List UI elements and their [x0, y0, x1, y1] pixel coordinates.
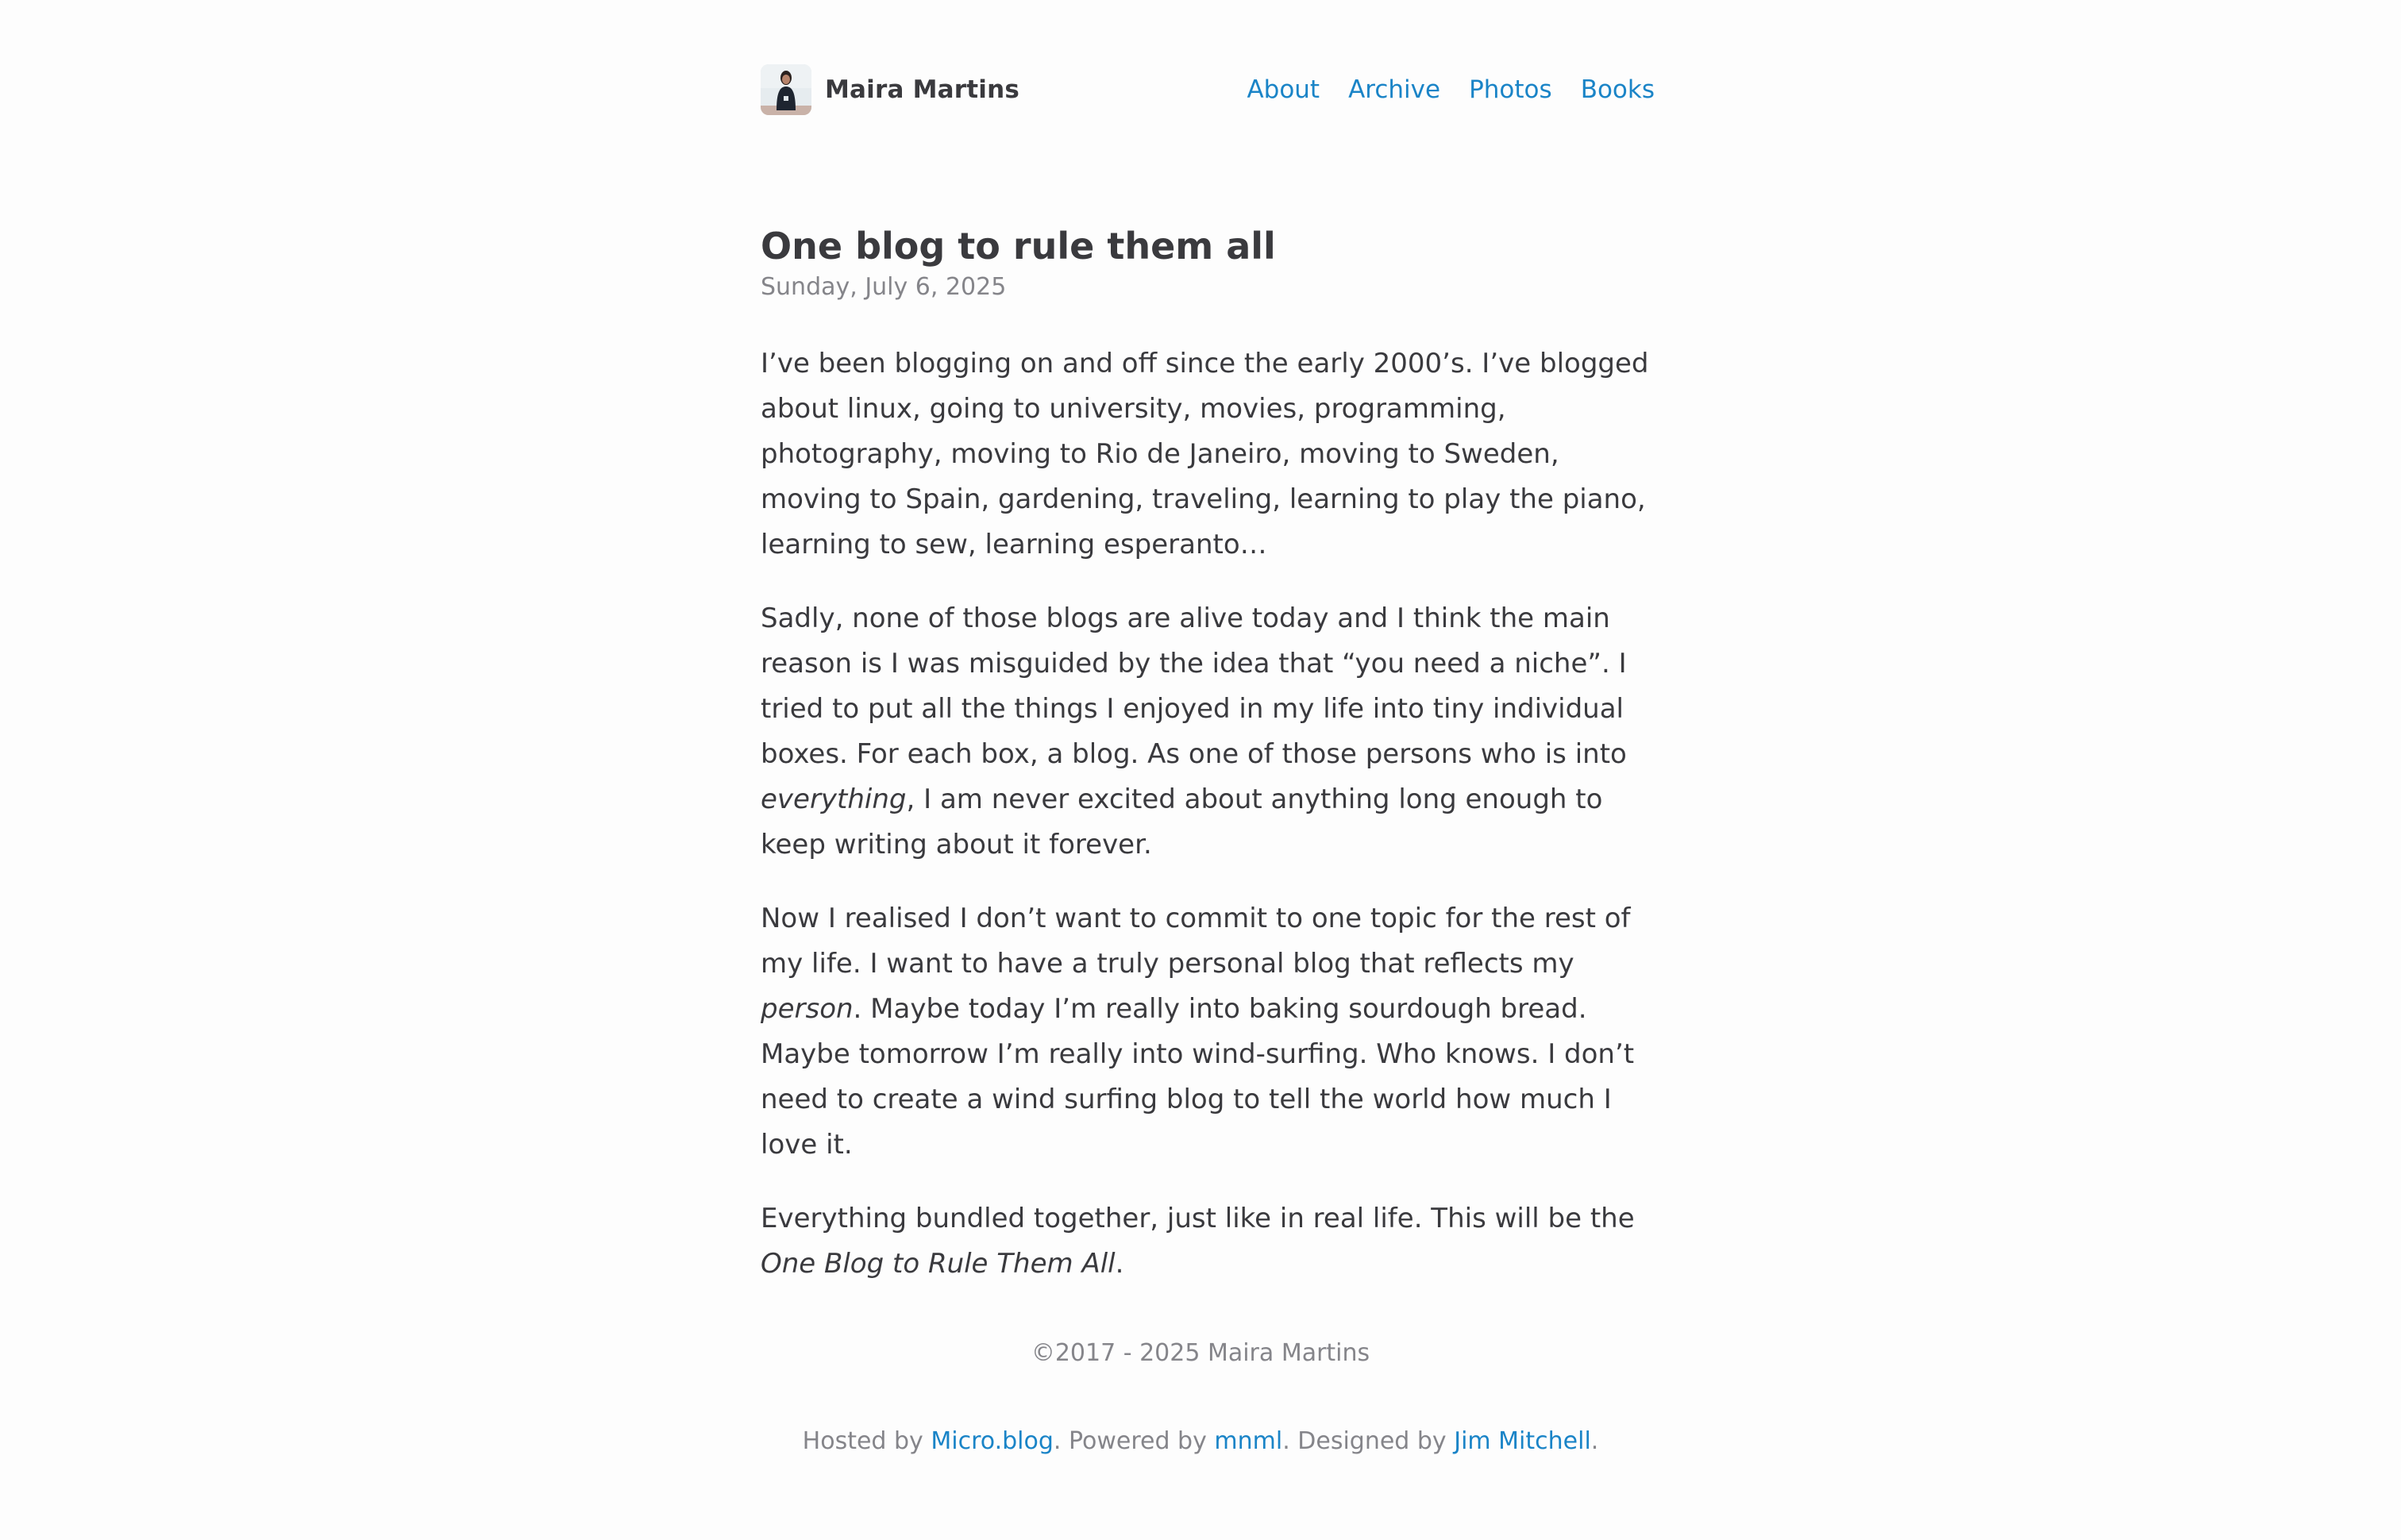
- nav-archive[interactable]: Archive: [1348, 75, 1441, 104]
- paragraph-text: , I am never excited about anything long enough to keep writing about it forever.: [761, 783, 1603, 860]
- paragraph-emphasis: person: [761, 993, 854, 1025]
- nav-about[interactable]: About: [1247, 75, 1320, 104]
- designer-link[interactable]: Jim Mitchell: [1454, 1427, 1591, 1455]
- credits-suffix: .: [1590, 1427, 1599, 1455]
- post-paragraph: [761, 596, 1655, 868]
- nav-photos[interactable]: Photos: [1469, 75, 1552, 104]
- powered-label: . Powered by: [1053, 1427, 1215, 1455]
- site-author-name: Maira Martins: [825, 75, 1020, 104]
- paragraph-emphasis: One Blog to Rule Them All: [761, 1248, 1116, 1280]
- post-paragraph: [761, 1196, 1655, 1287]
- main-nav: [1218, 64, 1655, 116]
- footer-credits: [0, 1426, 2401, 1457]
- home-link[interactable]: [761, 64, 1019, 116]
- post-body: [761, 341, 1655, 1287]
- post-paragraph: [761, 341, 1655, 568]
- mnml-link[interactable]: mnml: [1214, 1427, 1283, 1455]
- copyright-notice: ©2017 - 2025 Maira Martins: [1031, 1339, 1370, 1367]
- paragraph-emphasis: everything: [761, 783, 907, 815]
- paragraph-text: Sadly, none of those blogs are alive today and I think the main reason is I was misguided by the idea that “you need a niche”. I tried to put all the things I enjoyed in my life into tiny individual boxes. For each box, a blog. As one of those persons who is into: [761, 603, 1627, 770]
- paragraph-text: I’ve been blogging on and off since the early 2000’s. I’ve blogged about linux, going to university, movies, programming, photography, moving to Rio de Janeiro, moving to Sweden, moving to Spain, gardening, traveling, learning to play the piano, learning to sew, learning esperanto…: [761, 348, 1649, 560]
- microblog-link[interactable]: Micro.blog: [931, 1427, 1054, 1455]
- paragraph-text: . Maybe today I’m really into baking sourdough bread. Maybe tomorrow I’m really into wind-surfing. Who knows. I don’t need to create a wind surfing blog to tell the world how much I love it.: [761, 993, 1635, 1161]
- hosted-label: Hosted by: [802, 1427, 931, 1455]
- designed-label: . Designed by: [1282, 1427, 1455, 1455]
- person-portrait-icon: [761, 64, 811, 115]
- blog-post: [761, 224, 1655, 1315]
- site-header: [761, 64, 1655, 116]
- post-paragraph: [761, 896, 1655, 1168]
- paragraph-text: Everything bundled together, just like in real life. This will be the: [761, 1203, 1635, 1234]
- site-footer: [0, 1338, 2401, 1457]
- nav-books[interactable]: Books: [1580, 75, 1655, 104]
- post-date: Sunday, July 6, 2025: [761, 273, 1007, 301]
- paragraph-text: .: [1115, 1248, 1124, 1280]
- post-title: One blog to rule them all: [761, 225, 1276, 268]
- paragraph-text: Now I realised I don’t want to commit to one topic for the rest of my life. I want to have a truly personal blog that reflects my: [761, 903, 1631, 980]
